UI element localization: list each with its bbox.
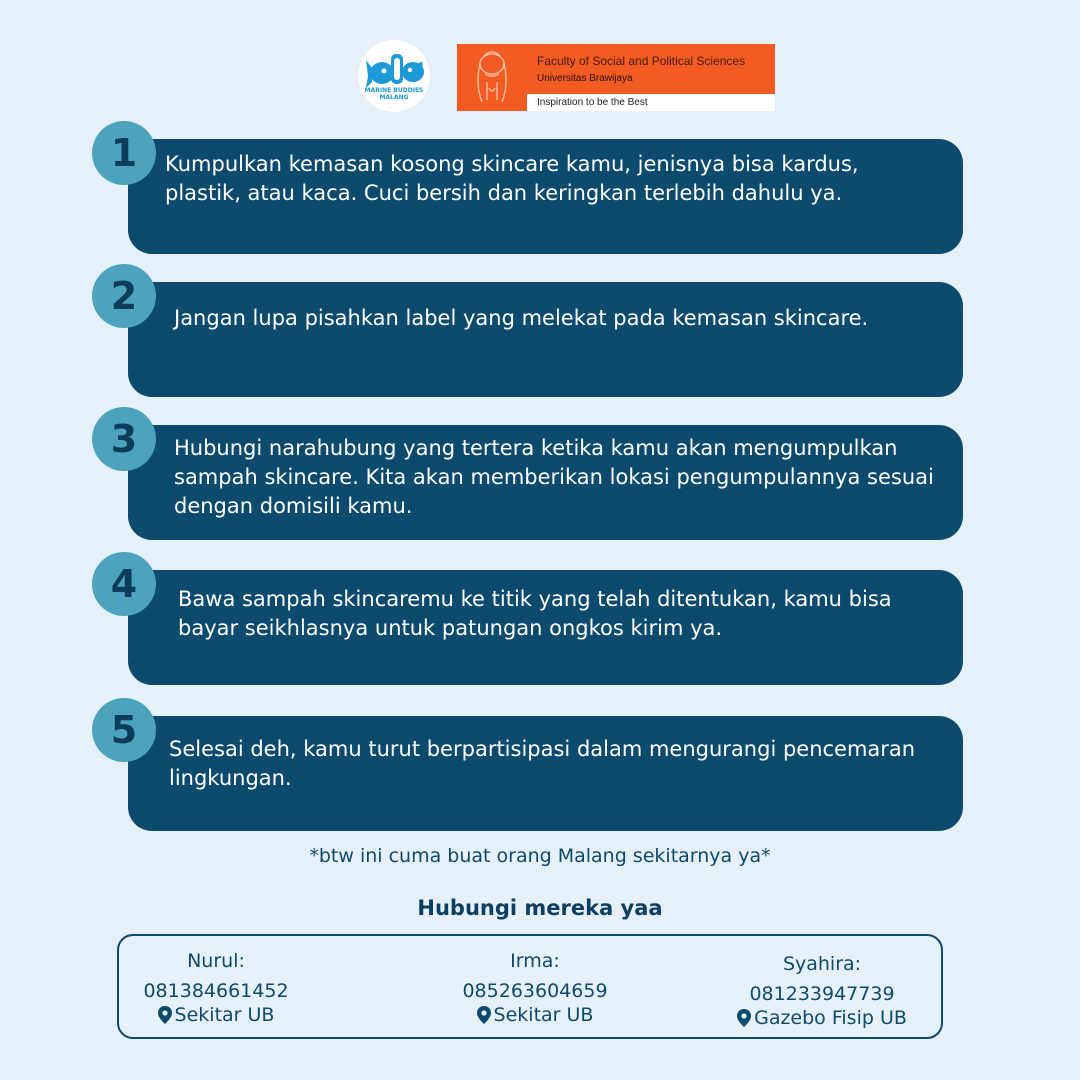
step-number-4: 4 — [92, 552, 156, 616]
step-text-4: Bawa sampah skincaremu ke titik yang telah ditentukan, kamu bisa bayar seikhlasnya untuk patungan ongkos kirim ya. — [178, 587, 892, 640]
contact-phone[interactable]: 081233947739 — [749, 983, 895, 1005]
step-text-3: Hubungi narahubung yang tertera ketika kamu akan mengumpulkan sampah skincare. Kita akan memberikan lokasi pengumpulannya sesuai dengan domisili kamu. — [174, 436, 934, 518]
step-card-4 — [128, 570, 963, 685]
step-card-5 — [128, 716, 963, 831]
fish-mascot-icon — [358, 40, 430, 112]
contact-location — [136, 1004, 296, 1026]
university-tagline: Inspiration to be the Best — [537, 97, 648, 108]
footnote: *btw ini cuma buat orang Malang sekitarnya ya* — [309, 845, 771, 867]
step-number-5: 5 — [92, 698, 156, 762]
step-text-5: Selesai deh, kamu turut berpartisipasi dalam mengurangi pencemaran lingkungan. — [169, 737, 916, 790]
step-number-2: 2 — [92, 264, 156, 328]
contact-location-label: Sekitar UB — [493, 1004, 594, 1026]
contact-name: Irma: — [510, 950, 560, 972]
step-number-1: 1 — [92, 121, 156, 185]
marine-buddies-logo — [358, 40, 430, 112]
university-logo — [457, 44, 775, 111]
step-card-1 — [128, 139, 963, 254]
step-card-3 — [128, 425, 963, 540]
contact-name: Nurul: — [187, 950, 245, 972]
map-pin-icon — [477, 1006, 491, 1024]
step-text-1: Kumpulkan kemasan kosong skincare kamu, jenisnya bisa kardus, plastik, atau kaca. Cuci bersih dan keringkan terlebih dahulu ya. — [165, 152, 859, 205]
contact-phone[interactable]: 081384661452 — [143, 980, 289, 1002]
ub-header-band — [527, 44, 775, 94]
step-text-2: Jangan lupa pisahkan label yang melekat pada kemasan skincare. — [174, 306, 869, 330]
faculty-name: Faculty of Social and Political Sciences — [537, 54, 746, 68]
university-name: Universitas Brawijaya — [537, 73, 633, 84]
marine-buddies-wordmark: MARINE BUDDIES MALANG — [364, 87, 424, 101]
contact-syahira — [712, 953, 932, 1029]
ganesha-seal-icon — [457, 44, 527, 111]
contact-location-label: Sekitar UB — [174, 1004, 275, 1026]
contact-location-label: Gazebo Fisip UB — [754, 1007, 907, 1029]
ub-seal — [457, 44, 527, 111]
contact-irma — [455, 950, 615, 1026]
contact-name: Syahira: — [782, 953, 862, 975]
contact-nurul — [136, 950, 296, 1026]
contact-location — [712, 1007, 932, 1029]
map-pin-icon — [158, 1006, 172, 1024]
step-card-2 — [128, 282, 963, 397]
contact-location — [455, 1004, 615, 1026]
step-number-3: 3 — [92, 407, 156, 471]
contact-phone[interactable]: 085263604659 — [462, 980, 608, 1002]
map-pin-icon — [737, 1009, 751, 1027]
contacts-title: Hubungi mereka yaa — [417, 896, 663, 920]
